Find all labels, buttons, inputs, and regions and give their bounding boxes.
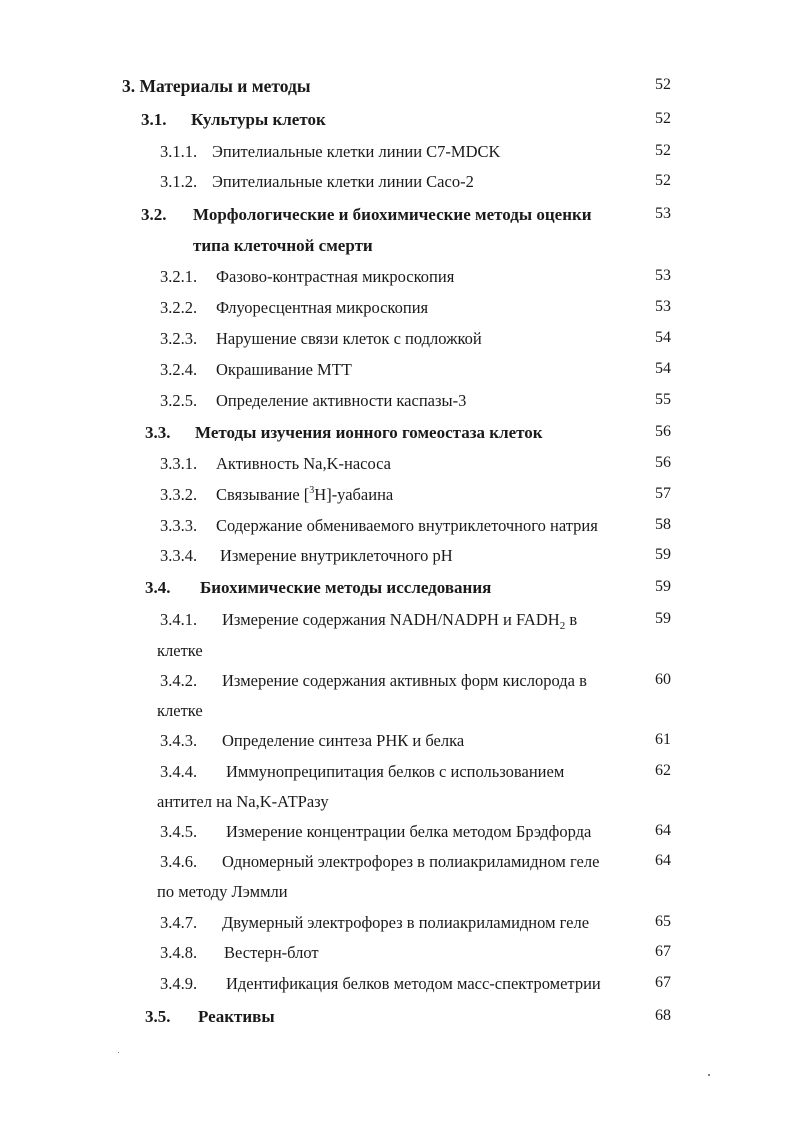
page-number: 52 <box>655 172 671 189</box>
entry-number: 3. <box>122 76 136 96</box>
toc-entry-3-4-5 <box>160 822 591 842</box>
toc-entry-3-1 <box>141 110 326 130</box>
entry-title: Эпителиальные клетки линии С7-MDCK <box>212 142 501 161</box>
entry-title: Связывание [$^3$H]-уабаина <box>216 485 394 504</box>
entry-number: 3.2.4. <box>160 360 198 379</box>
entry-number: 3.4.7. <box>160 913 198 932</box>
entry-title: Методы изучения ионного гомеостаза клеток <box>195 423 543 442</box>
page-number: 55 <box>655 391 671 408</box>
entry-number: 3.4.5. <box>160 822 198 841</box>
entry-title: Окрашивание МТТ <box>216 360 352 379</box>
page-number: 67 <box>655 943 671 960</box>
scan-speck <box>118 1052 119 1053</box>
entry-number: 3.3.4. <box>160 546 198 565</box>
entry-number: 3.2.1. <box>160 267 198 286</box>
entry-title: Реактивы <box>198 1007 275 1026</box>
entry-number: 3.3.2. <box>160 485 198 504</box>
toc-entry-3-4-3 <box>160 731 464 751</box>
entry-number: 3.2.5. <box>160 391 198 410</box>
page-number: 65 <box>655 913 671 930</box>
entry-title: Биохимические методы исследования <box>200 578 492 597</box>
toc-entry-3-4-7 <box>160 913 589 933</box>
page-number: 56 <box>655 454 671 471</box>
entry-number: 3.3.3. <box>160 516 198 535</box>
entry-title: Измерение концентрации белка методом Брэдфорда <box>226 822 592 841</box>
entry-number: 3.2. <box>141 205 167 224</box>
page-number: 61 <box>655 731 671 748</box>
entry-title: Эпителиальные клетки линии Caco-2 <box>212 172 474 191</box>
entry-number: 3.5. <box>145 1007 171 1026</box>
page-number: 64 <box>655 822 671 839</box>
entry-number: 3.4.1. <box>160 610 198 629</box>
page-number: 53 <box>655 205 671 222</box>
page-number: 54 <box>655 329 671 346</box>
toc-entry-3-3-3 <box>160 516 598 536</box>
page-number: 52 <box>655 76 671 93</box>
page-number: 57 <box>655 485 671 502</box>
entry-title: Вестерн-блот <box>224 943 319 962</box>
entry-number: 3.3.1. <box>160 454 198 473</box>
page-number: 62 <box>655 762 671 779</box>
toc-entry-3-2-2 <box>160 298 428 318</box>
page-number: 56 <box>655 423 671 440</box>
page-number: 67 <box>655 974 671 991</box>
toc-entry-3-1-2 <box>160 172 474 192</box>
toc-entry-3-5 <box>145 1007 275 1027</box>
toc-entry-3-3-2 <box>160 485 393 505</box>
page-number: 59 <box>655 610 671 627</box>
entry-number: 3.1.2. <box>160 172 198 191</box>
page-number: 52 <box>655 110 671 127</box>
entry-title: Иммунопреципитация белков с использованием <box>226 762 565 781</box>
toc-entry-3-4-9 <box>160 974 601 994</box>
toc-entry-3-4-2 <box>160 671 587 691</box>
toc-entry-3-3-1 <box>160 454 391 474</box>
entry-number: 3.4.8. <box>160 943 198 962</box>
page-number: 59 <box>655 546 671 563</box>
toc-entry-3-2-1 <box>160 267 454 287</box>
entry-title: Материалы и методы <box>139 76 311 96</box>
page-number: 64 <box>655 852 671 869</box>
entry-title: Флуоресцентная микроскопия <box>216 298 429 317</box>
toc-entry-3-4 <box>145 578 491 598</box>
entry-title: Фазово-контрастная микроскопия <box>216 267 455 286</box>
toc-entry-chapter-3 <box>122 76 311 97</box>
entry-title: Нарушение связи клеток с подложкой <box>216 329 482 348</box>
entry-number: 3.4.9. <box>160 974 198 993</box>
entry-title: Определение активности каспазы-3 <box>216 391 467 410</box>
page-number: 53 <box>655 267 671 284</box>
toc-entry-3-3-4 <box>160 546 453 566</box>
entry-title: Измерение внутриклеточного pH <box>220 546 453 565</box>
entry-title: Одномерный электрофорез в полиакриламидном геле <box>222 852 600 871</box>
entry-title: Идентификация белков методом масс-спектрометрии <box>226 974 601 993</box>
toc-entry-3-3 <box>145 423 543 443</box>
entry-number: 3.2.3. <box>160 329 198 348</box>
page-number: 58 <box>655 516 671 533</box>
entry-number: 3.3. <box>145 423 171 442</box>
entry-title-continuation: типа клеточной смерти <box>193 236 373 255</box>
toc-entry-3-2-3 <box>160 329 482 349</box>
page-number: 54 <box>655 360 671 377</box>
entry-number: 3.4.4. <box>160 762 198 781</box>
toc-entry-3-4-6 <box>160 852 599 872</box>
entry-title: Содержание обмениваемого внутриклеточного натрия <box>216 516 598 535</box>
scan-speck <box>708 1074 710 1076</box>
entry-title: Морфологические и биохимические методы оценки <box>193 205 592 224</box>
toc-entry-3-2-5 <box>160 391 466 411</box>
entry-title: Культуры клеток <box>191 110 326 129</box>
entry-number: 3.4. <box>145 578 171 597</box>
entry-number: 3.1.1. <box>160 142 198 161</box>
entry-number: 3.2.2. <box>160 298 198 317</box>
toc-entry-3-4-1 <box>160 610 577 630</box>
toc-entry-3-4-8 <box>160 943 319 963</box>
entry-title: Измерение содержания NADH/NADPH и $FADH_2$ в <box>222 610 578 632</box>
page-number: 59 <box>655 578 671 595</box>
entry-title: Определение синтеза РНК и белка <box>222 731 465 750</box>
entry-title-continuation: антител на Na,K-АТРазу <box>157 792 329 811</box>
entry-title: Активность Na,K-насоса <box>216 454 391 473</box>
toc-entry-3-2-4 <box>160 360 352 380</box>
page-number: 68 <box>655 1007 671 1024</box>
entry-title: Измерение содержания активных форм кислорода в <box>222 671 587 690</box>
page-number: 60 <box>655 671 671 688</box>
toc-entry-3-4-4 <box>160 762 564 782</box>
entry-title: Двумерный электрофорез в полиакриламидном геле <box>222 913 590 932</box>
entry-number: 3.1. <box>141 110 167 129</box>
entry-number: 3.4.2. <box>160 671 198 690</box>
toc-entry-3-1-1 <box>160 142 500 162</box>
page-number: 53 <box>655 298 671 315</box>
entry-title-continuation: по методу Лэммли <box>157 882 288 901</box>
toc-entry-3-2 <box>141 205 592 225</box>
page-number: 52 <box>655 142 671 159</box>
entry-number: 3.4.3. <box>160 731 198 750</box>
entry-title-continuation: клетке <box>157 641 203 660</box>
entry-title-continuation: клетке <box>157 701 203 720</box>
entry-number: 3.4.6. <box>160 852 198 871</box>
